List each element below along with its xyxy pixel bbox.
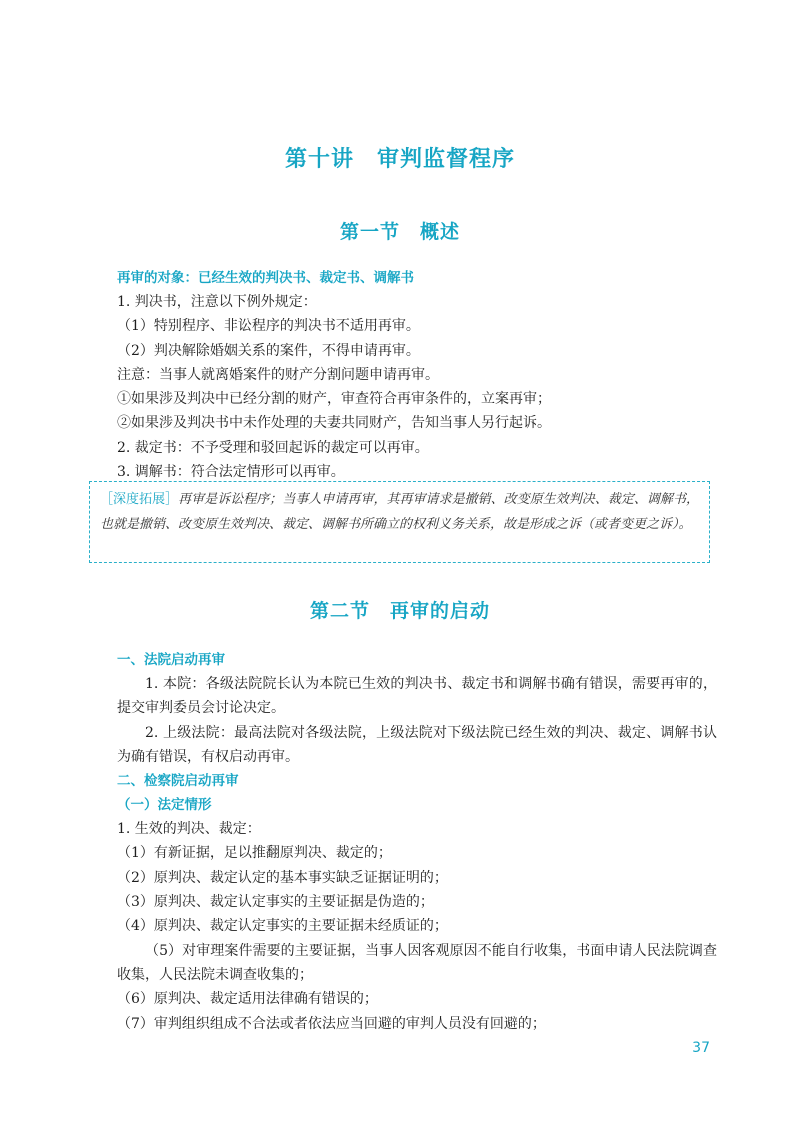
body-line: （3）原判决、裁定认定事实的主要证据是伪造的； <box>117 894 434 911</box>
expansion-tag: ［深度拓展］ <box>100 492 179 507</box>
chapter-title: 第十讲 审判监督程序 <box>284 147 515 172</box>
body-line: ①如果涉及判决中已经分割的财产，审查符合再审条件的，立案再审； <box>117 391 551 408</box>
section1-body <box>117 266 717 484</box>
body-line: 1. 生效的判决、裁定： <box>117 821 261 838</box>
body-paragraph: 2. 上级法院：最高法院对各级法院，上级法院对下级法院已经生效的判决、裁定、调解书认为确有错误，有权启动再审。 <box>117 724 717 765</box>
body-line: （6）原判决、裁定适用法律确有错误的； <box>117 991 378 1008</box>
body-line: （1）特别程序、非讼程序的判决书不适用再审。 <box>117 318 420 335</box>
body-line: （7）审判组织组成不合法或者依法应当回避的审判人员没有回避的； <box>117 1015 546 1032</box>
page-number: 37 <box>692 1040 710 1056</box>
body-line: 注意：当事人就离婚案件的财产分割问题申请再审。 <box>117 366 439 383</box>
section-title-retrial-start: 第二节 再审的启动 <box>309 600 490 622</box>
body-line: ②如果涉及判决书中未作处理的夫妻共同财产，告知当事人另行起诉。 <box>117 415 551 432</box>
section-title-overview: 第一节 概述 <box>339 221 460 243</box>
deep-expansion-box <box>89 481 710 563</box>
body-paragraph: 1. 本院：各级法院院长认为本院已生效的判决书、裁定书和调解书确有错误，需要再审的，提交审判委员会讨论决定。 <box>117 676 717 717</box>
retrial-object-subhead: 再审的对象：已经生效的判决书、裁定书、调解书 <box>117 270 414 286</box>
expansion-text: 再审是诉讼程序；当事人申请再审，其再审请求是撤销、改变原生效判决、裁定、调解书，也就是撤销、改变原生效判决、裁定、调解书所确立的权利义务关系，故是形成之诉（或者变更之诉）。 <box>100 492 699 532</box>
body-line: （2）判决解除婚姻关系的案件，不得申请再审。 <box>117 342 420 359</box>
procuratorate-retrial-heading: 二、检察院启动再审 <box>117 773 239 790</box>
body-paragraph: （5）对审理案件需要的主要证据，当事人因客观原因不能自行收集，书面申请人民法院调查收集，人民法院未调查收集的； <box>117 942 717 983</box>
body-line: 1. 判决书，注意以下例外规定： <box>117 294 317 310</box>
section2-body <box>117 648 717 1036</box>
body-line: 2. 裁定书：不予受理和驳回起诉的裁定可以再审。 <box>117 439 429 456</box>
body-line: （1）有新证据，足以推翻原判决、裁定的； <box>117 845 392 862</box>
body-line: （2）原判决、裁定认定的基本事实缺乏证据证明的； <box>117 869 448 886</box>
body-line: 3. 调解书：符合法定情形可以再审。 <box>117 464 345 481</box>
court-retrial-heading: 一、法院启动再审 <box>117 652 225 668</box>
body-line: （4）原判决、裁定认定事实的主要证据未经质证的； <box>117 918 448 935</box>
legal-circumstances-subheading: （一）法定情形 <box>117 797 212 814</box>
